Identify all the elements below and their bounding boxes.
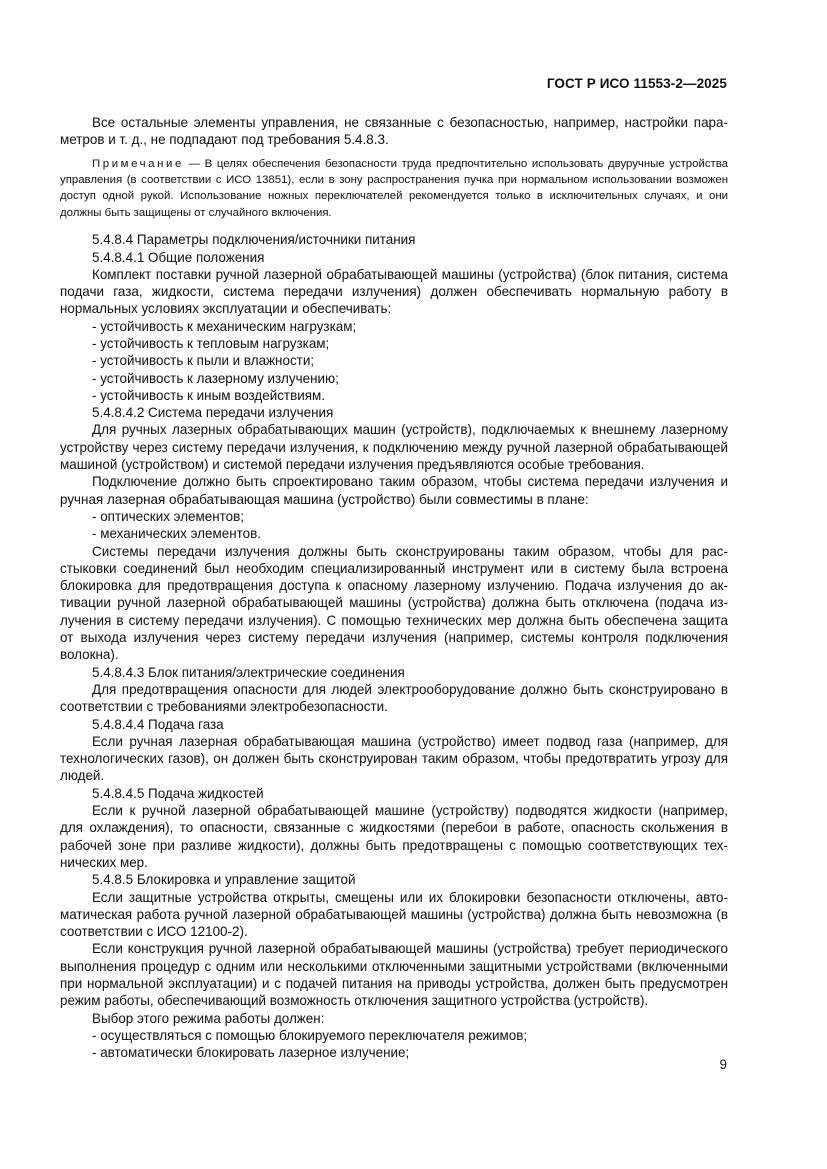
list-item: - оптических элементов; xyxy=(92,508,245,524)
section-heading: 5.4.8.4.3 Блок питания/электрические соединения xyxy=(92,664,405,680)
section-heading: 5.4.8.4 Параметры подключения/источники питания xyxy=(92,232,416,248)
paragraph: Подключение должно быть спроектировано таким образом, чтобы система передачи излучения и ручная лазерная обрабатывающая машина (устройство) были совместимы в плане: xyxy=(60,474,728,507)
note-label: Примечание xyxy=(92,157,184,170)
list-item: - устойчивость к иным воздействиям. xyxy=(92,387,325,403)
paragraph: Если защитные устройства открыты, смещены или их блокировки безопасности отключены, автоматическая работа ручной лазерной обрабатывающей машины (устройства) должна быть невозможна (в соответствии с ИСО 12100-2). xyxy=(60,889,728,940)
paragraph: Если к ручной лазерной обрабатывающей машине (устройству) подводятся жидкости (например, для охлаждения), то опасности, связанные с жидкостями (перебои в работе, опасность скольжения в рабочей зоне при разливе жидкости), должны быть предотвращены с помощью соответствующих технических мер. xyxy=(60,803,728,870)
list-item: - механических элементов. xyxy=(92,526,261,542)
list-item: - автоматически блокировать лазерное излучение; xyxy=(92,1045,410,1061)
section-heading: 5.4.8.4.4 Подача газа xyxy=(92,716,224,732)
paragraph: Для ручных лазерных обрабатывающих машин (устройств), подключаемых к внешнему лазерному устройству через систему передачи излучения, к подключению между ручной лазерной обрабатывающей машиной (устройством) и системой передачи излучения предъявляются особые требования. xyxy=(60,422,728,473)
document-body xyxy=(60,114,728,1061)
note xyxy=(60,156,728,222)
paragraph: Если конструкция ручной лазерной обрабатывающей машины (устройства) требует периодического выполнения процедур с одним или несколькими отключенными защитными устройствами (включенными при нормальной эксплуатации) и с подачей питания на приводы устройства, должен быть предусмотрен режим работы, обеспечивающий возможность отключения защитного устройства (устройств). xyxy=(60,941,728,1009)
list-item: - устойчивость к тепловым нагрузкам; xyxy=(92,336,330,351)
paragraph: Для предотвращения опасности для людей электрооборудование должно быть сконструировано в соответствии с требованиями электробезопасности. xyxy=(60,681,728,715)
list-item: - устойчивость к лазерному излучению; xyxy=(92,370,339,386)
document-header: ГОСТ Р ИСО 11553-2—2025 xyxy=(546,76,727,91)
section-heading: 5.4.8.4.2 Система передачи излучения xyxy=(92,405,334,421)
section-heading: 5.4.8.5 Блокировка и управление защитой xyxy=(92,872,356,888)
list-item: - устойчивость к механическим нагрузкам; xyxy=(92,318,357,334)
section-heading: 5.4.8.4.5 Подача жидкостей xyxy=(92,785,264,801)
paragraph: Выбор этого режима работы должен: xyxy=(92,1010,325,1026)
paragraph: Все остальные элементы управления, не связанные с безопасностью, например, настройки параметров и т. д., не подпадают под требования 5.4.8.3. xyxy=(60,115,728,148)
paragraph: Комплект поставки ручной лазерной обрабатывающей машины (устройства) (блок питания, система подачи газа, жидкости, система передачи излучения) должен обеспечивать нормальную работу в нормальных условиях эксплуатации и обеспечивать: xyxy=(60,266,728,317)
page-number: 9 xyxy=(719,1057,727,1072)
list-item: - устойчивость к пыли и влажности; xyxy=(92,353,315,369)
paragraph: Если ручная лазерная обрабатывающая машина (устройство) имеет подвод газа (например, для технологических газов), он должен быть сконструирован таким образом, чтобы предотвратить угрозу для людей. xyxy=(60,733,728,784)
section-heading: 5.4.8.4.1 Общие положения xyxy=(92,249,265,265)
list-item: - осуществляться с помощью блокируемого переключателя режимов; xyxy=(92,1027,528,1043)
note-text: — В целях обеспечения безопасности труда предпочтительно использовать двуручные устройства управления (в соответствии с ИСО 13851), если в зону распространения пучка при нормальном использовании возможен доступ одной рукой. Использование ножных переключателей рекомендуется только в исключительных случаях, и они должны быть защищены от случайного включения. xyxy=(60,157,728,219)
paragraph: Системы передачи излучения должны быть сконструированы таким образом, чтобы для расстыковки соединений был необходим специализированный инструмент или в систему была встроена блокировка для предотвращения доступа к опасному лазерному излучению. Подача излучения до активации ручной лазерной обрабатывающей машины (устройства) должна быть отключена (подача излучения в систему передачи излучения). С помощью технических мер должна быть обеспечена защита от выхода излучения через систему передачи излучения (например, системы контроля подключения волокна). xyxy=(60,543,728,663)
